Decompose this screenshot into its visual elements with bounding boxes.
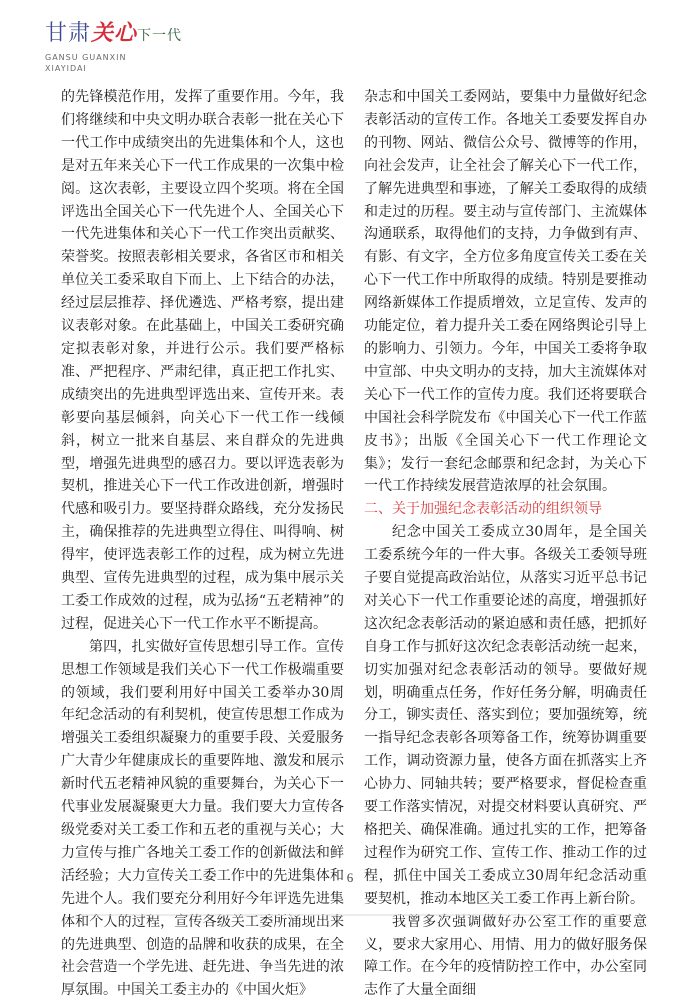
right-column [364,86,647,1002]
left-column [61,86,344,1002]
logo-pinyin-line-2: XIAYIDAI [45,64,87,73]
body-paragraph: 杂志和中国关工委网站，要集中力量做好纪念表彰活动的宣传工作。各地关工委要发挥自办的刊物、网站、微信公众号、微博等的作用，向社会发声，让全社会了解关心下一代工作，了解先进典型和事迹，了解关工委取得的成绩和走过的历程。要主动与宣传部门、主流媒体沟通联系，取得他们的支持，力争做到有声、有影、有文字，全方位多角度宣传关工委在关心下一代工作中所取得的成绩。特别是要推动网络新媒体工作提质增效，立足宣传、发声的功能定位，着力提升关工委在网络舆论引导上的影响力、引领力。今年，中国关工委将争取中宣部、中央文明办的支持，加大主流媒体对关心下一代工作的宣传力度。我们还将要联合中国社会科学院发布《中国关心下一代工作蓝皮书》；出版《全国关心下一代工作理论文集》；发行一套纪念邮票和纪念封，为关心下一代工作持续发展营造浓厚的社会氛围。 [364,89,647,495]
logo-part-guanxin: 关心 [91,20,138,46]
logo-pinyin-line-1: GANSU GUANXIN [45,53,127,62]
body-paragraph: 的先锋模范作用，发挥了重要作用。今年，我们将继续和中央文明办联合表彰一批在关心下一代工作中成绩突出的先进集体和个人，这也是对五年来关心下一代工作成果的一次集中检阅。这次表彰，主要设立四个奖项。将在全国评选出全国关心下一代先进个人、全国关心下一代先进集体和关心下一代工作突出贡献奖、荣誉奖。按照表彰相关要求，各省区市和相关单位关工委采取自下而上、上下结合的办法，经过层层推荐、择优遴选、严格考察，提出建议表彰对象。在此基础上，中国关工委研究确定拟表彰对象，并进行公示。我们要严格标准、严把程序、严肃纪律，真正把工作扎实、成绩突出的先进典型评选出来、宣传开来。表彰要向基层倾斜，向关心下一代工作一线倾斜，树立一批来自基层、来自群众的先进典型，增强先进典型的感召力。要以评选表彰为契机，推进关心下一代工作改进创新，增强时代感和吸引力。要坚持群众路线，充分发扬民主，确保推荐的先进典型立得住、叫得响、树得牢，使评选表彰工作的过程，成为树立先进典型、宣传先进典型的过程，成为集中展示关工委工作成效的过程，成为弘扬“五老精神”的过程，促进关心下一代工作水平不断提高。 [61,89,344,632]
body-paragraph: 我曾多次强调做好办公室工作的重要意义，要求大家用心、用情、用力的做好服务保障工作。在今年的疫情防控工作中，办公室同志作了大量全面细 [364,913,647,999]
logo-wordmark [45,20,182,49]
body-paragraph: 纪念中国关工委成立30周年，是全国关工委系统今年的一件大事。各级关工委领导班子要自觉提高政治站位，从落实习近平总书记对关心下一代工作重要论述的高度，增强抓好这次纪念表彰活动的紧迫感和责任感，把抓好自身工作与抓好这次纪念表彰活动统一起来，切实加强对纪念表彰活动的领导。要做好规划，明确重点任务，作好任务分解，明确责任分工，铆实责任、落实到位；要加强统筹，统一指导纪念表彰各项筹备工作，统筹协调重要工作，调动资源力量，使各方面在抓落实上齐心协力、同轴共转；要严格要求，督促检查重要工作落实情况，对提交材料要认真研究、严格把关、确保准确。通过扎实的工作，把筹备过程作为研究工作、宣传工作、推动工作的过程，抓住中国关工委成立30周年纪念活动重要契机，推动本地区关工委工作再上新台阶。 [364,524,647,907]
logo-part-gansu: 甘肃 [45,21,92,46]
page-number: 6 [346,870,354,885]
section-heading: 二、关于加强纪念表彰活动的组织领导 [364,501,602,518]
logo-part-xiayidai: 下一代 [137,28,183,44]
footer-divider [80,912,620,918]
publication-logo [45,20,195,76]
body-paragraph: 第四，扎实做好宣传思想引导工作。宣传思想工作领域是我们关心下一代工作极端重要的领域，我们要利用好中国关工委举办30周年纪念活动的有利契机，使宣传思想工作成为增强关工委组织凝聚力的重要手段、关爱服务广大青少年健康成长的重要阵地、激发和展示新时代五老精神风貌的重要舞台，为关心下一代事业发展凝聚更大力量。我们要大力宣传各级党委对关工委工作和五老的重视与关心；大力宣传与推广各地关工委工作的创新做法和鲜活经验；大力宣传关工委工作中的先进集体和先进个人。我们要充分利用好今年评选先进集体和个人的过程，宣传各级关工委所涌现出来的先进典型、创造的品牌和收获的成果，在全社会营造一个学先进、赶先进、争当先进的浓厚氛围。中国关工委主办的《中国火炬》 [61,638,344,999]
